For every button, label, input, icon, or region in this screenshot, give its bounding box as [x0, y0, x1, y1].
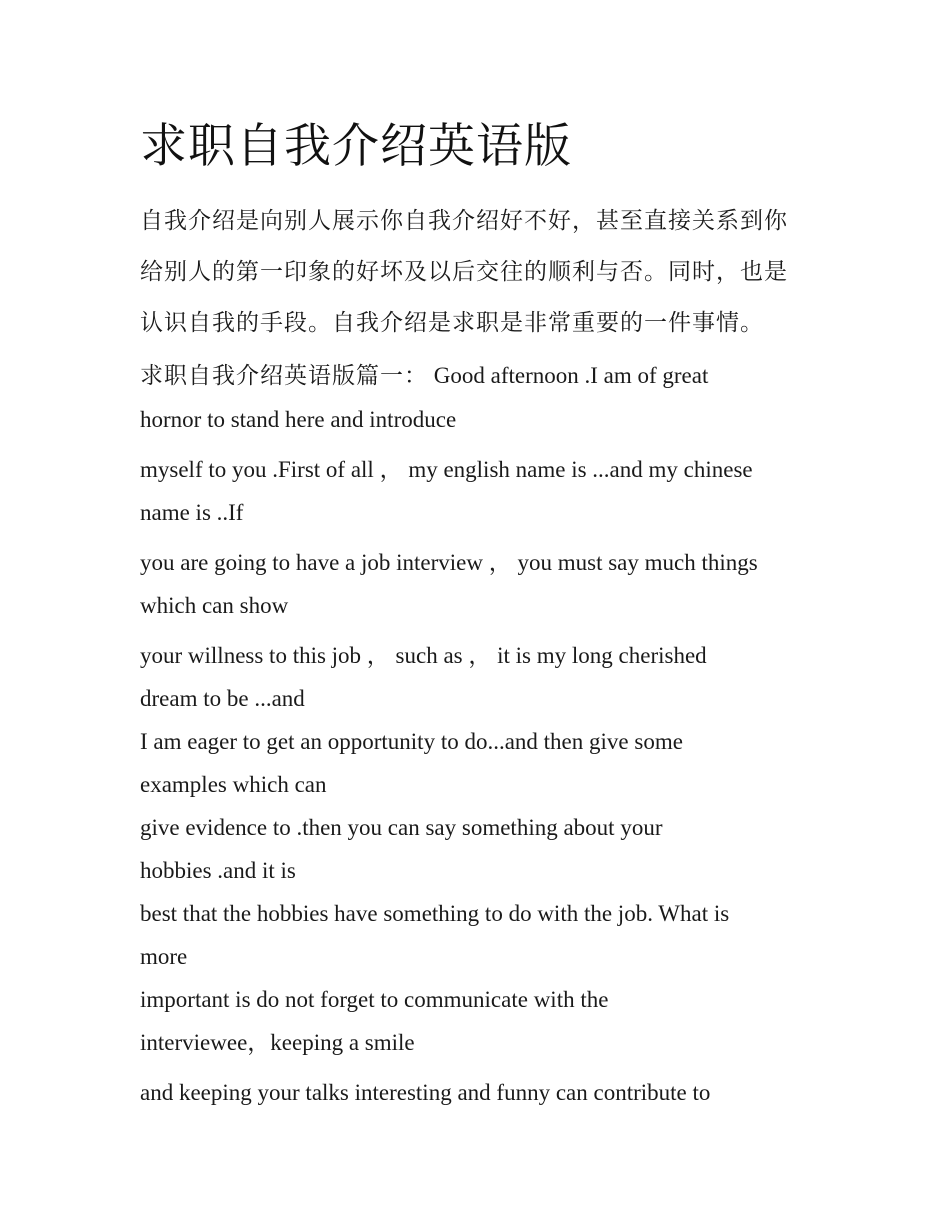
- body-line: name is ..If: [140, 500, 244, 525]
- body-line: hobbies .and it is: [140, 858, 296, 883]
- body-line: dream to be ...and: [140, 686, 305, 711]
- body-line: more: [140, 944, 188, 969]
- body-paragraph: [140, 634, 830, 720]
- document-title: 求职自我介绍英语版: [140, 119, 572, 174]
- body-line: [140, 354, 830, 398]
- body-paragraph: [140, 354, 830, 441]
- intro-line: 自我介绍是向别人展示你自我介绍好不好，甚至直接关系到你: [140, 208, 788, 234]
- body-line: best that the hobbies have something to do with the job. What is: [140, 901, 730, 926]
- body-paragraph: [140, 1071, 830, 1114]
- body-paragraph: [140, 806, 830, 892]
- body-line: important is do not forget to communicate with the: [140, 987, 609, 1012]
- body-line: which can show: [140, 593, 289, 618]
- body-paragraph: [140, 892, 830, 978]
- intro-paragraph: [140, 196, 830, 349]
- section-label: 求职自我介绍英语版篇一：: [140, 363, 428, 389]
- body-line: your willness to this job ， such as ， it is my long cherished: [140, 643, 707, 668]
- body-line: interviewee，keeping a smile: [140, 1030, 415, 1055]
- body-line: hornor to stand here and introduce: [140, 407, 457, 432]
- body-line: I am eager to get an opportunity to do...and then give some: [140, 729, 683, 754]
- body-line: and keeping your talks interesting and funny can contribute to: [140, 1080, 711, 1105]
- body-line-text: Good afternoon .I am of great: [433, 363, 709, 388]
- body-paragraph: [140, 720, 830, 806]
- intro-line: 认识自我的手段。自我介绍是求职是非常重要的一件事情。: [140, 310, 764, 336]
- body-paragraph: [140, 978, 830, 1064]
- body-paragraph: [140, 541, 830, 627]
- english-body: [140, 354, 830, 1114]
- intro-line: 给别人的第一印象的好坏及以后交往的顺利与否。同时，也是: [140, 259, 788, 285]
- body-line: myself to you .First of all ， my english name is ...and my chinese: [140, 457, 753, 482]
- body-line: examples which can: [140, 772, 327, 797]
- body-line: give evidence to .then you can say something about your: [140, 815, 663, 840]
- body-paragraph: [140, 448, 830, 534]
- body-line: you are going to have a job interview ， you must say much things: [140, 550, 758, 575]
